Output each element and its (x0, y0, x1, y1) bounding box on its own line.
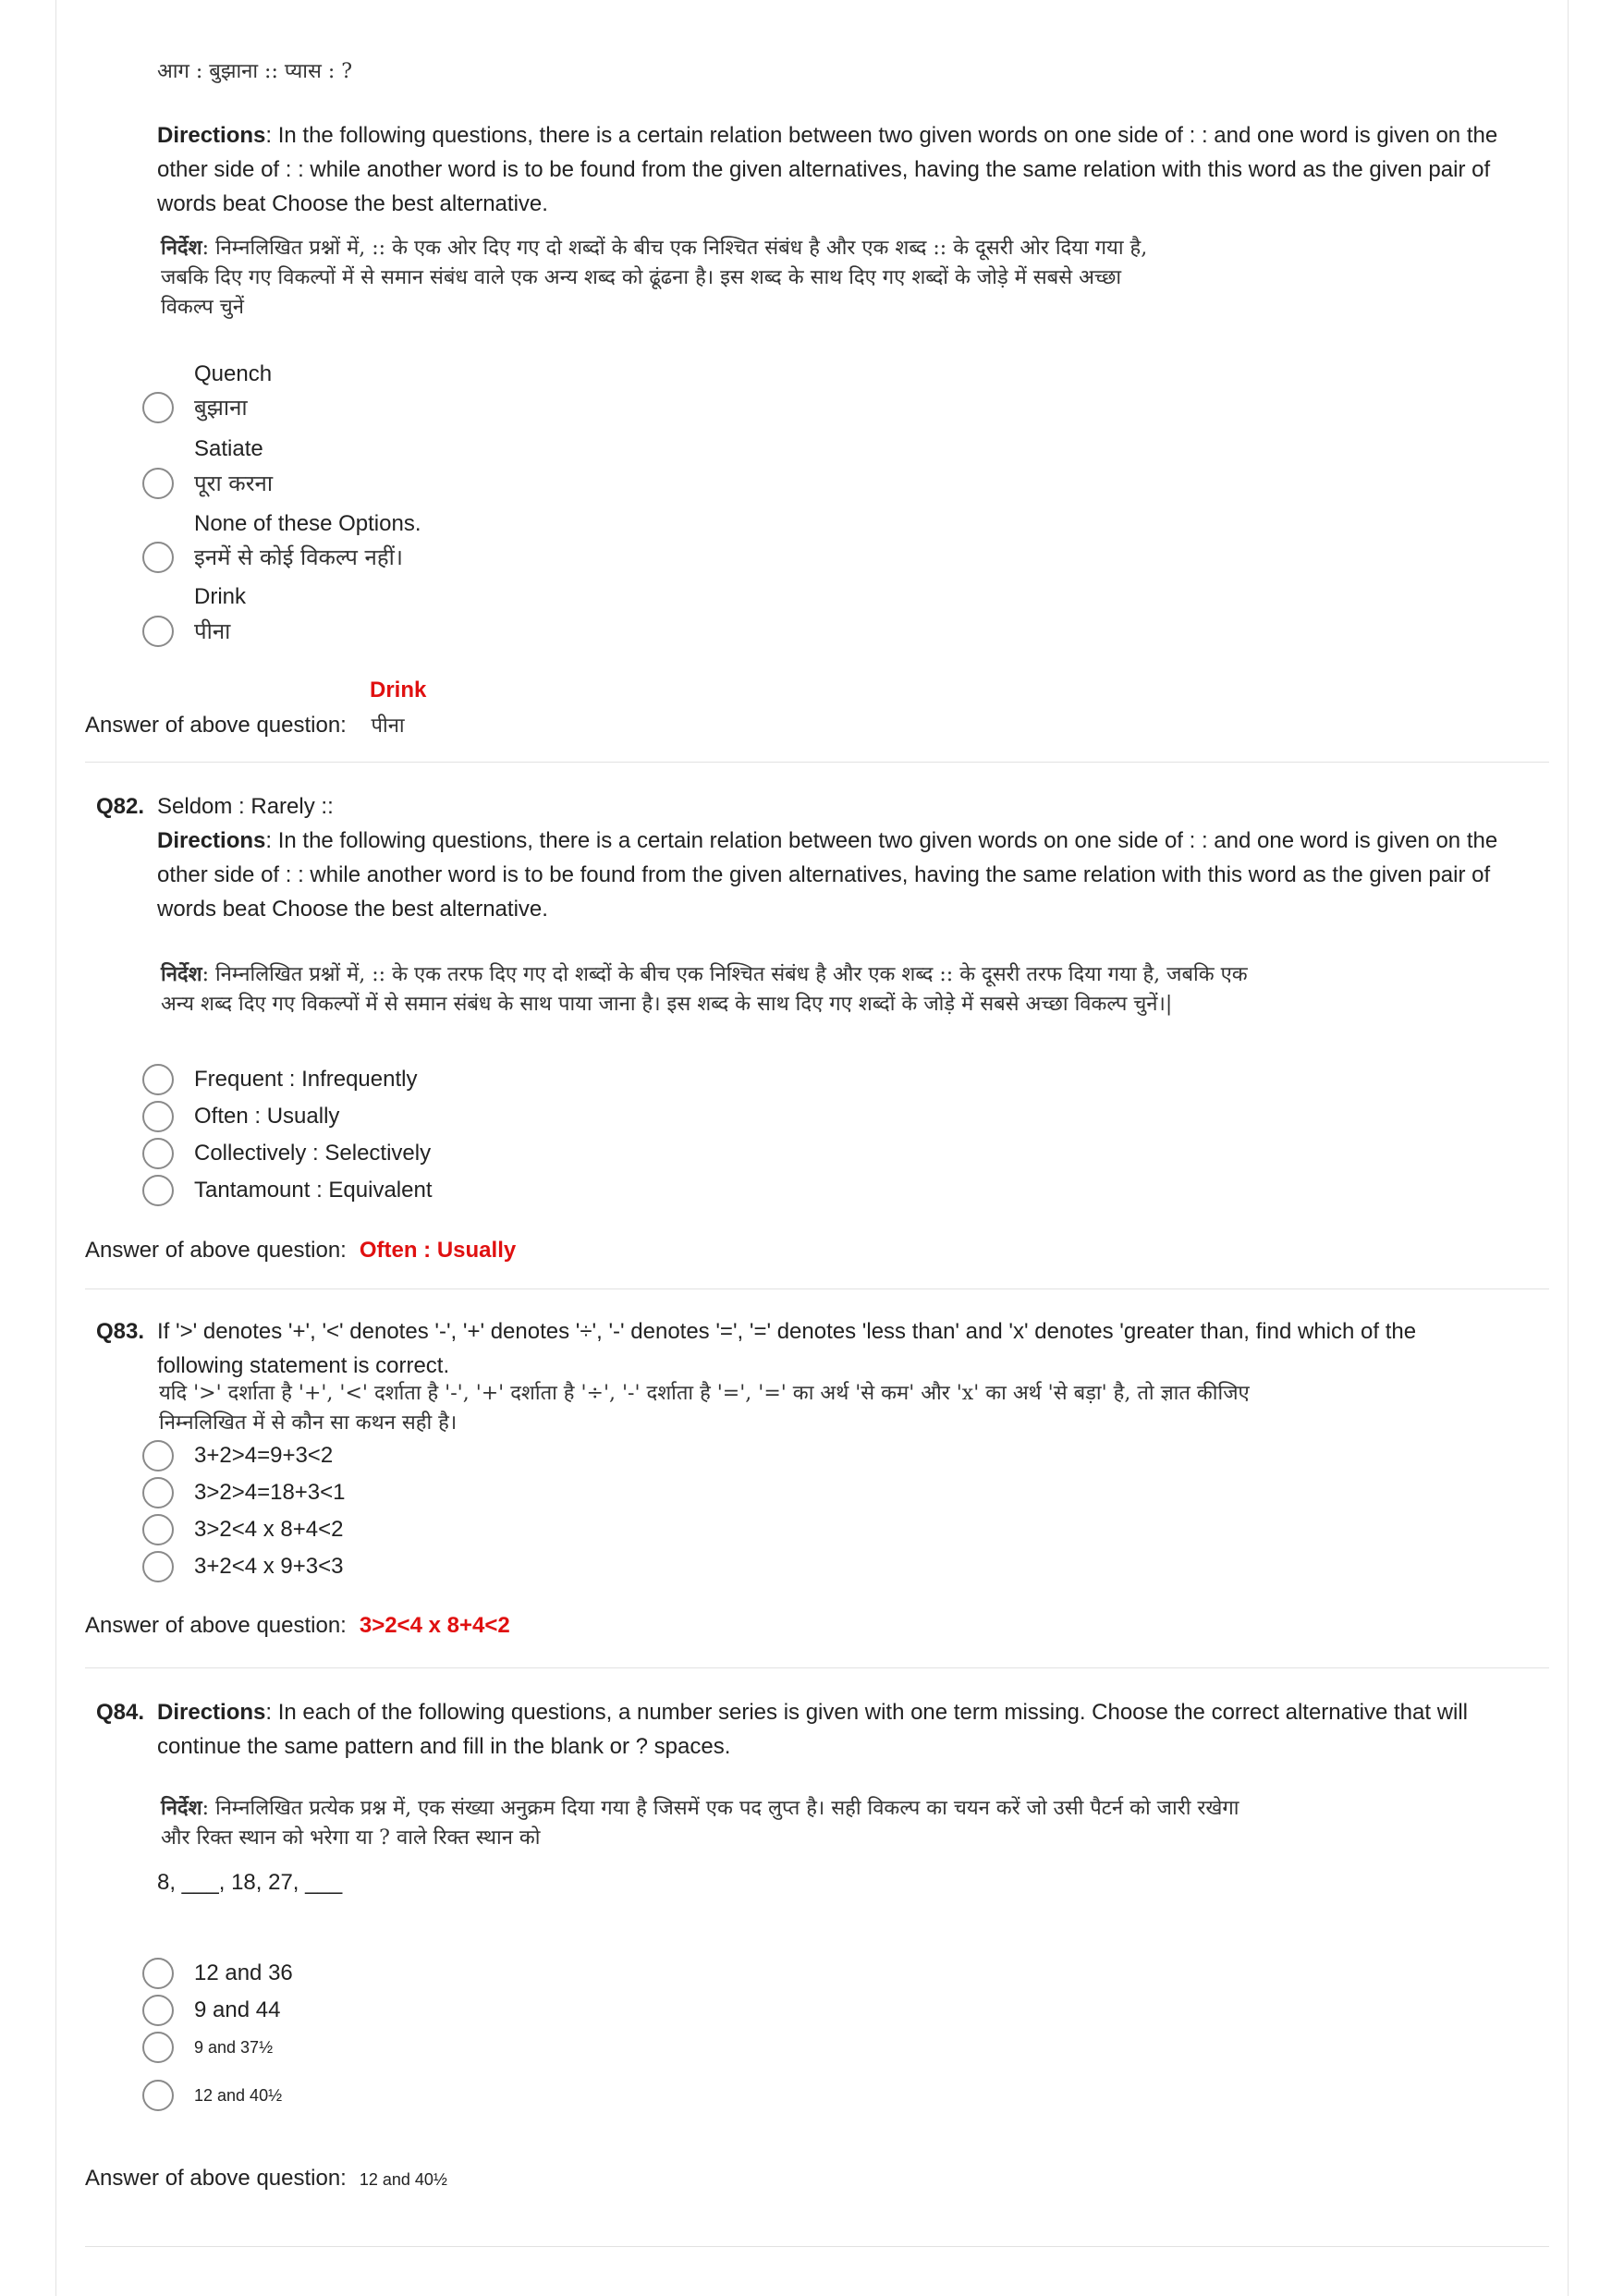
q81-answer-hi: पीना (371, 714, 405, 738)
q84-directions-hi-text: : निम्नलिखित प्रत्येक प्रश्न में, एक संख्या अनुक्रम दिया गया है जिसमें एक पद लुप्त है। सही विकल्प का चयन करें जो उसी पैटर्न को जारी रखेगा और रिक्त स्थान को भरेगा या ? वाले रिक्त स्थान को (161, 1797, 1239, 1850)
q83-option-2-label: 3>2>4=18+3<1 (194, 1480, 346, 1505)
q84-option-2-label: 9 and 44 (194, 1997, 281, 2022)
q83-answer-value: 3>2<4 x 8+4<2 (359, 1613, 510, 1638)
q83-option-1-label: 3+2>4=9+3<2 (194, 1443, 334, 1468)
divider (85, 1288, 1549, 1289)
divider (85, 1667, 1549, 1668)
q84-directions-text: : In each of the following questions, a number series is given with one term missing. Choose the correct alternative that will continue the same pattern and fill in the blank or ? spaces. (157, 1700, 1469, 1759)
q81-directions-text: : In the following questions, there is a certain relation between two given words on one side of : : and one word is given on the other side of : : while another word is to be found from the given alternatives, having the same relation with this word as the given pair of words beat Choose the best alternative. (157, 123, 1498, 216)
q81-option-4-en: Drink (194, 584, 247, 609)
q81-option-3-hi: इनमें से कोई विकल्प नहीं। (194, 544, 403, 570)
q84-directions-hi (161, 1793, 1261, 1853)
radio-button[interactable] (142, 1175, 174, 1206)
q82-directions-label: Directions (157, 828, 266, 853)
radio-button[interactable] (142, 392, 174, 423)
q83-question-hi: यदि '>' दर्शाता है '+', '<' दर्शाता है '-', '+' दर्शाता है '÷', '-' दर्शाता है '=', '=' का अर्थ 'से कम' और 'x' का अर्थ 'से बड़ा' है, तो ज्ञात कीजिए निम्नलिखित में से कौन सा कथन सही है। (159, 1382, 1250, 1435)
q81-option-3-en: None of these Options. (194, 511, 421, 536)
radio-button[interactable] (142, 1477, 174, 1508)
q84-option-3-label: 9 and 37½ (194, 2038, 274, 2057)
q84-series: 8, ___, 18, 27, ___ (157, 1870, 343, 1895)
q84-answer-value: 12 and 40½ (359, 2170, 447, 2189)
radio-button[interactable] (142, 1551, 174, 1582)
q81-option-2-hi: पूरा करना (194, 470, 274, 496)
q82-directions-hi (161, 959, 1270, 1020)
q81-option-1-hi: बुझाना (194, 395, 248, 421)
q84-answer-row (85, 2161, 447, 2197)
divider (85, 2246, 1549, 2247)
radio-button[interactable] (142, 1101, 174, 1132)
radio-button[interactable] (142, 1440, 174, 1472)
q83-option-4-label: 3+2<4 x 9+3<3 (194, 1554, 344, 1579)
divider (85, 762, 1549, 763)
q84-directions-en (157, 1695, 1507, 1764)
q82-question: Seldom : Rarely :: (157, 794, 334, 819)
q84-answer-label: Answer of above question: (85, 2166, 347, 2191)
q82-option-3-label: Collectively : Selectively (194, 1141, 432, 1166)
q84-directions-hi-label: निर्देश (161, 1796, 202, 1820)
q84-option-4-label: 12 and 40½ (194, 2086, 283, 2105)
q82-option-2-label: Often : Usually (194, 1104, 340, 1129)
radio-button[interactable] (142, 1995, 174, 2026)
q82-answer-label: Answer of above question: (85, 1238, 347, 1263)
q82-directions-hi-label: निर्देश (161, 962, 202, 986)
q83-answer-row (85, 1608, 510, 1643)
radio-button[interactable] (142, 1514, 174, 1545)
q81-directions-hi-label: निर्देश (161, 236, 202, 260)
radio-button[interactable] (142, 2032, 174, 2063)
q82-option-1-label: Frequent : Infrequently (194, 1067, 418, 1092)
radio-button[interactable] (142, 468, 174, 499)
radio-button[interactable] (142, 542, 174, 573)
q81-answer-en: Drink (370, 678, 427, 702)
q82-number: Q82. (96, 794, 145, 819)
q81-directions-label: Directions (157, 123, 266, 148)
q82-answer-value: Often : Usually (359, 1238, 517, 1263)
q82-directions-en (157, 824, 1540, 926)
radio-button[interactable] (142, 1138, 174, 1169)
radio-button[interactable] (142, 2080, 174, 2111)
q81-option-1-en: Quench (194, 361, 273, 386)
q83-option-3-label: 3>2<4 x 8+4<2 (194, 1517, 344, 1542)
q82-answer-row (85, 1233, 516, 1268)
q81-directions-hi (161, 233, 1168, 323)
q81-answer-row (85, 708, 405, 743)
q84-directions-label: Directions (157, 1700, 266, 1725)
radio-button[interactable] (142, 1064, 174, 1095)
q84-option-1-label: 12 and 36 (194, 1960, 293, 1985)
q82-directions-text: : In the following questions, there is a certain relation between two given words on one side of : : and one word is given on the other side of : : while another word is to be found from the given alternatives, having the same relation with this word as the given pair of words beat Choose the best alternative. (157, 828, 1498, 922)
q84-number: Q84. (96, 1700, 145, 1725)
page-left-border (55, 0, 56, 2296)
q82-option-4-label: Tantamount : Equivalent (194, 1178, 433, 1203)
q81-option-2-en: Satiate (194, 436, 263, 461)
q83-answer-label: Answer of above question: (85, 1613, 347, 1638)
q81-answer-label: Answer of above question: (85, 713, 347, 738)
radio-button[interactable] (142, 616, 174, 647)
q81-directions-hi-text: : निम्नलिखित प्रश्नों में, :: के एक ओर दिए गए दो शब्दों के बीच एक निश्चित संबंध है और एक शब्द :: के दूसरी ओर दिया गया है, जबकि दिए गए विकल्पों में से समान संबंध वाले एक अन्य शब्द को ढूंढना है। इस शब्द के साथ दिए गए शब्दों के जोड़े में सबसे अच्छा विकल्प चुनें (161, 237, 1148, 319)
q81-question-hindi: आग : बुझाना :: प्यास : ? (157, 60, 353, 83)
q83-number: Q83. (96, 1319, 145, 1344)
page-right-border (1568, 0, 1569, 2296)
radio-button[interactable] (142, 1958, 174, 1989)
q81-option-4-hi: पीना (194, 618, 231, 644)
q83-question-en: If '>' denotes '+', '<' denotes '-', '+' denotes '÷', '-' denotes '=', '=' denotes 'less than' and 'x' denotes 'greater than, find which of the following statement is correct. (157, 1319, 1417, 1378)
q81-directions-en (157, 118, 1540, 221)
q82-directions-hi-text: : निम्नलिखित प्रश्नों में, :: के एक तरफ दिए गए दो शब्दों के बीच एक निश्चित संबंध है और एक शब्द :: के दूसरी तरफ दिया गया है, जबकि एक अन्य शब्द दिए गए विकल्पों में से समान संबंध के साथ पाया जाना है। इस शब्द के साथ दिए गए शब्दों के जोड़े में सबसे अच्छा विकल्प चुनें।| (161, 963, 1248, 1016)
